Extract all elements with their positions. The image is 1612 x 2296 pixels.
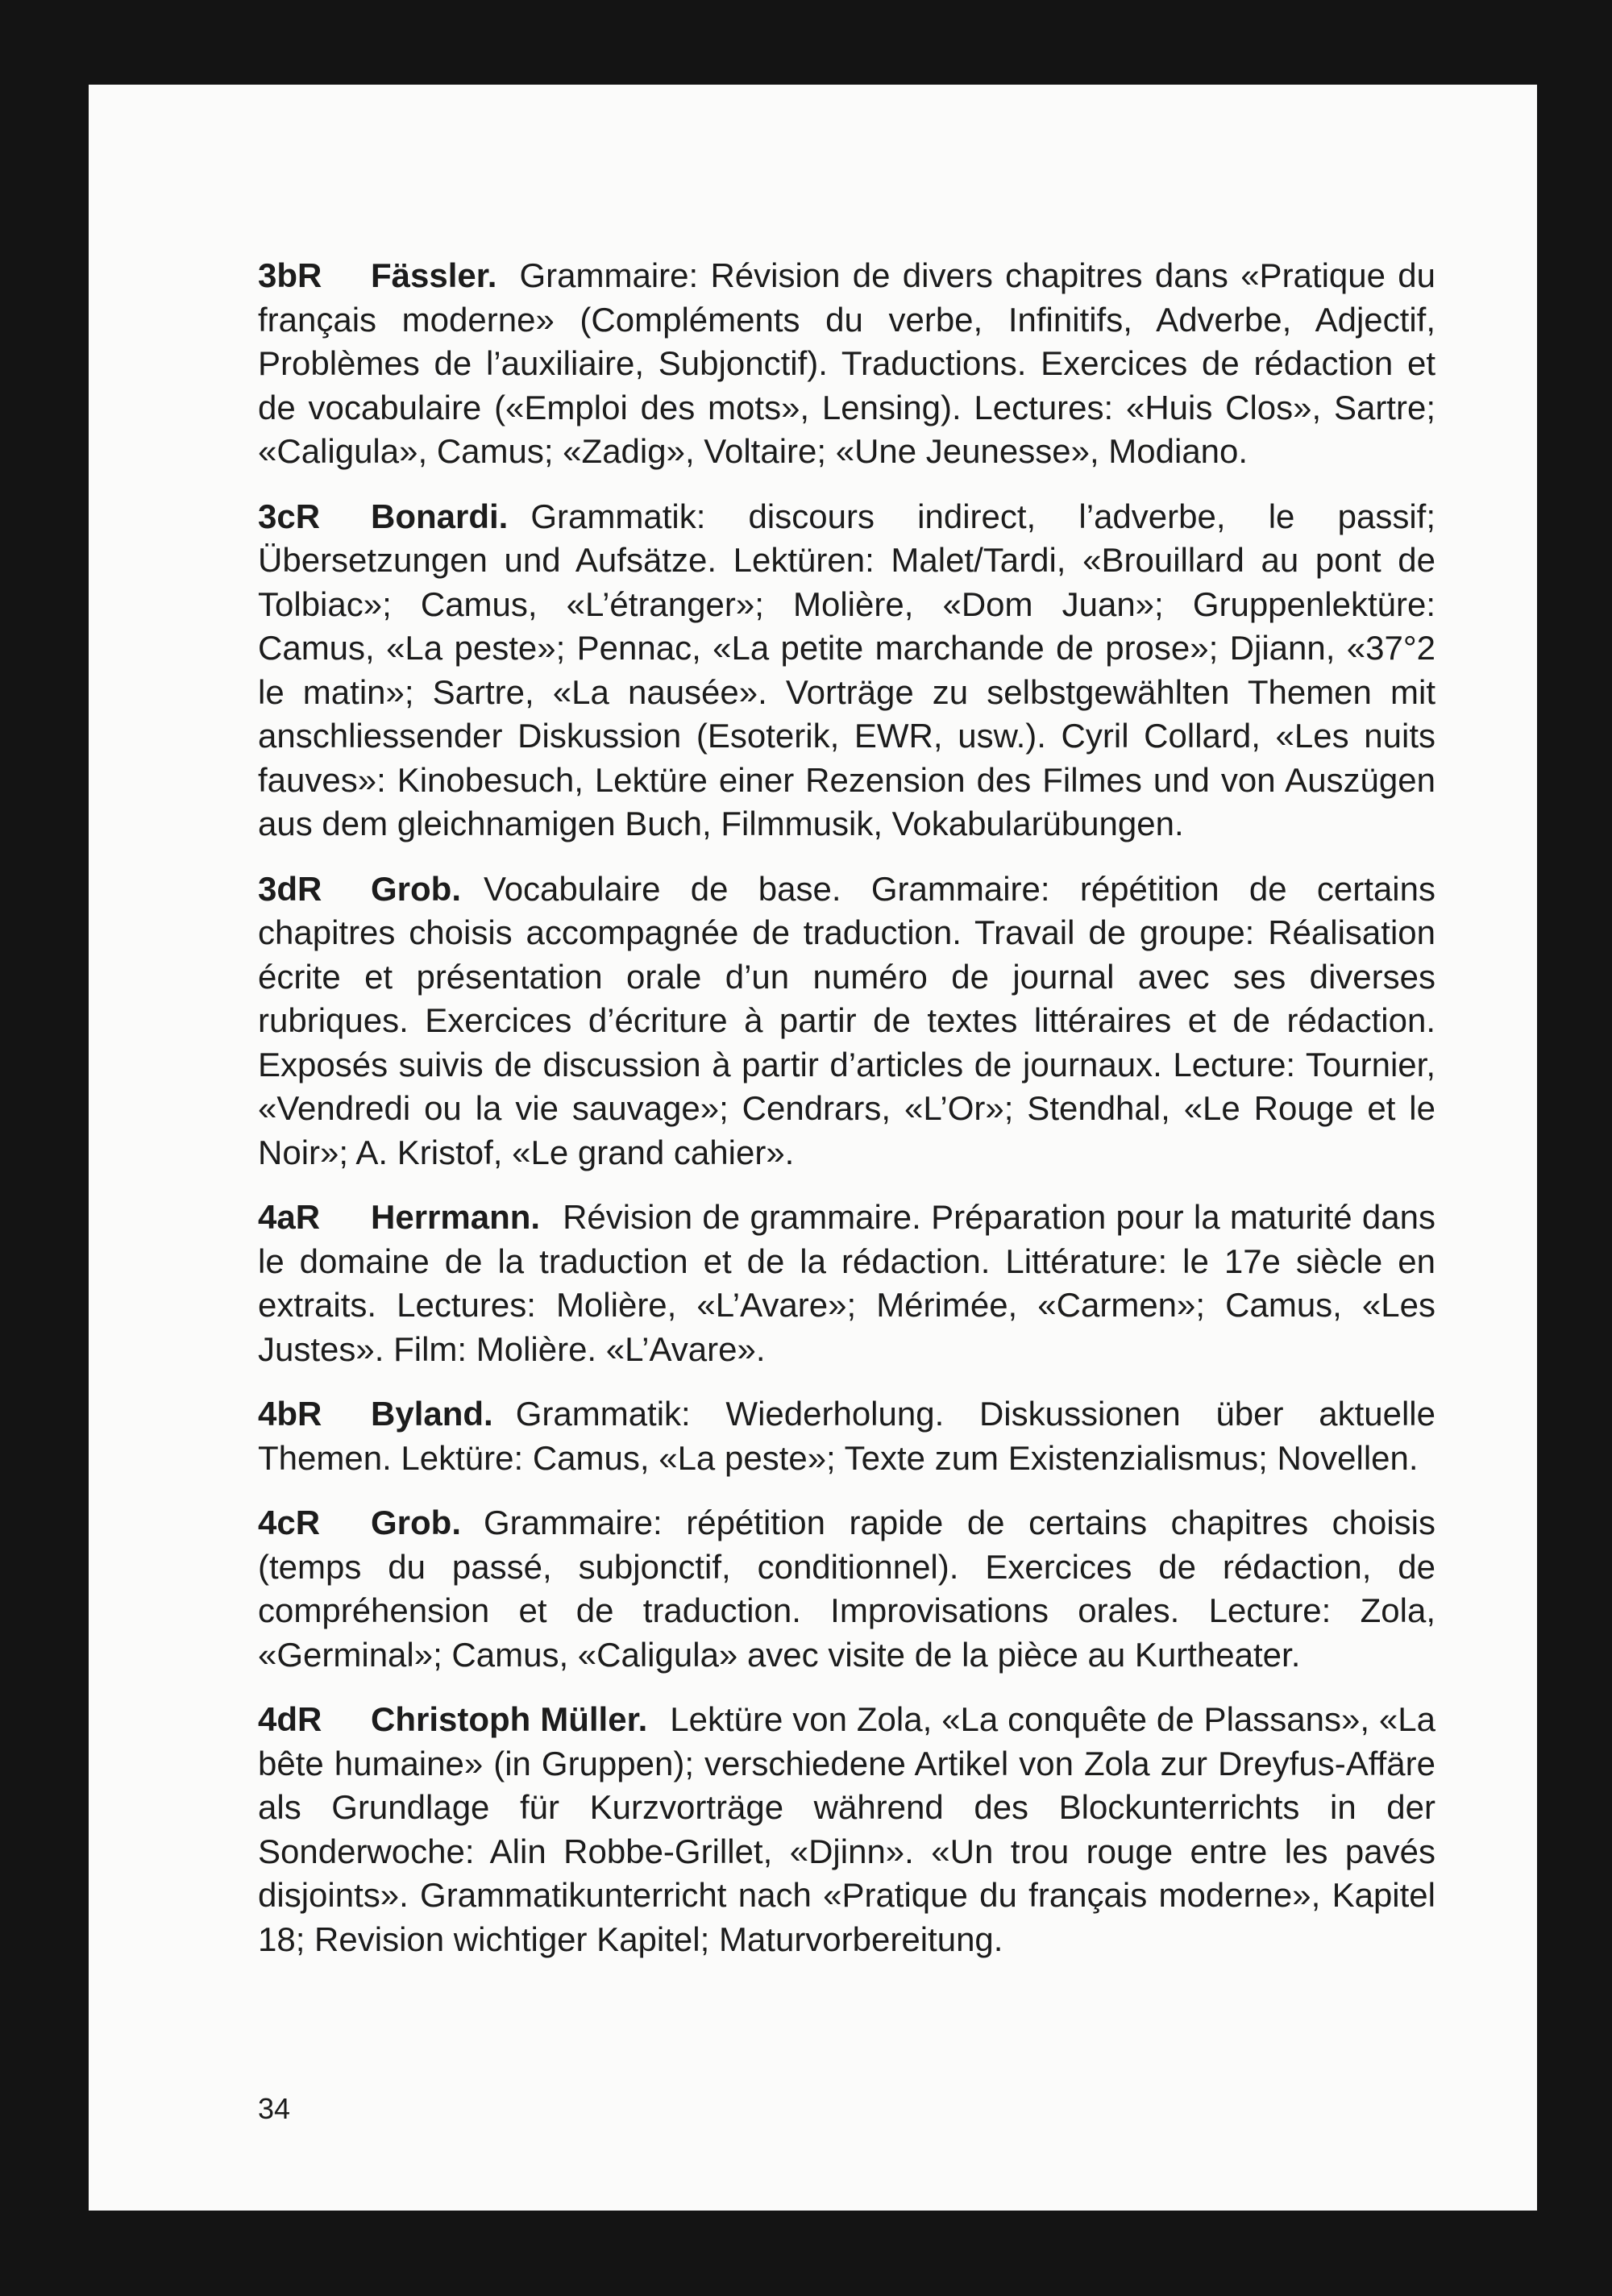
page-number: 34 xyxy=(258,2092,291,2125)
entry-text: Grammatik: discours indirect, l’adverbe, le passif; Übersetzungen und Aufsätze. Lektüren: Malet/Tardi, «Brouillard au pont de Tolbiac»; Camus, «L’étranger»; Molière, «Dom Juan»; Gruppenlektüre: Camus, «La peste»; Pennac, «La petite marchande de prose»; Djiann, «37°2 le matin»; Sartre, «La nausée». Vorträge zu selbstgewählten Themen mit anschliessender Diskussion (Esoterik, EWR, usw.). Cyril Collard, «Les nuits fauves»: Kinobesuch, Lektüre einer Rezension des Filmes und von Auszügen aus dem gleichnamigen Buch, Filmmusik, Vokabularübungen. xyxy=(258,497,1435,842)
teacher-name: Fässler. xyxy=(371,256,497,294)
entry-4aR xyxy=(258,1196,1435,1371)
entry-text: Grammaire: Révision de divers chapitres dans «Pratique du français moderne» (Compléments du verbe, Infinitifs, Adverbe, Adjectif, Problèmes de l’auxiliaire, Subjonctif). Traductions. Exercices de rédaction et de vocabulaire («Emploi des mots», Lensing). Lectures: «Huis Clos», Sartre; «Caligula», Camus; «Zadig», Voltaire; «Une Jeunesse», Modiano. xyxy=(258,256,1435,470)
class-label: 4bR xyxy=(258,1395,322,1433)
teacher-name: Grob. xyxy=(371,869,461,908)
entry-4cR xyxy=(258,1501,1435,1677)
entry-4dR xyxy=(258,1698,1435,1961)
entry-3bR xyxy=(258,254,1435,474)
class-label: 4dR xyxy=(258,1700,322,1738)
entry-3cR xyxy=(258,495,1435,846)
teacher-name: Byland. xyxy=(371,1395,493,1433)
entries-list xyxy=(258,254,1435,1982)
entry-3dR xyxy=(258,867,1435,1175)
entry-text: Grammatik: Wiederholung. Diskussionen über aktuelle Themen. Lektüre: Camus, «La peste»; Texte zum Existenzialismus; Novellen. xyxy=(258,1395,1435,1477)
class-label: 4aR xyxy=(258,1198,321,1236)
entry-4bR xyxy=(258,1392,1435,1480)
entry-text: Grammaire: répétition rapide de certains chapitres choisis (temps du passé, subjonctif, conditionnel). Exercices de rédaction, de compréhension et de traduction. Improvisations orales. Lecture: Zola, «Germinal»; Camus, «Caligula» avec visite de la pièce au Kurtheater. xyxy=(258,1504,1435,1674)
teacher-name: Herrmann. xyxy=(371,1198,541,1236)
entry-text: Vocabulaire de base. Grammaire: répétition de certains chapitres choisis accompagnée de traduction. Travail de groupe: Réalisation écrite et présentation orale d’un numéro de journal avec ses diverses rubriques. Exercices d’écriture à partir de textes littéraires et de rédaction. Exposés suivis de discussion à partir d’articles de journaux. Lecture: Tournier, «Vendredi ou la vie sauvage»; Cendrars, «L’Or»; Stendhal, «Le Rouge et le Noir»; A. Kristof, «Le grand cahier». xyxy=(258,869,1435,1171)
class-label: 3dR xyxy=(258,869,322,908)
document-page xyxy=(89,85,1537,2211)
entry-text: Lektüre von Zola, «La conquête de Plassans», «La bête humaine» (in Gruppen); verschiedene Artikel von Zola zur Dreyfus-Affäre als Grundlage für Kurzvorträge während des Blockunterrichts in der Sonderwoche: Alin Robbe-Grillet, «Djinn». «Un trou rouge entre les pavés disjoints». Grammatikunterricht nach «Pratique du français moderne», Kapitel 18; Revision wichtiger Kapitel; Maturvorbereitung. xyxy=(258,1700,1435,1958)
teacher-name: Christoph Müller. xyxy=(371,1700,648,1738)
teacher-name: Grob. xyxy=(371,1504,461,1541)
class-label: 3cR xyxy=(258,497,321,535)
class-label: 3bR xyxy=(258,256,322,294)
entry-text: Révision de grammaire. Préparation pour la maturité dans le domaine de la traduction et de la rédaction. Littérature: le 17e siècle en extraits. Lectures: Molière, «L’Avare»; Mérimée, «Carmen»; Camus, «Les Justes». Film: Molière. «L’Avare». xyxy=(258,1198,1435,1368)
class-label: 4cR xyxy=(258,1504,321,1541)
teacher-name: Bonardi. xyxy=(371,497,509,535)
